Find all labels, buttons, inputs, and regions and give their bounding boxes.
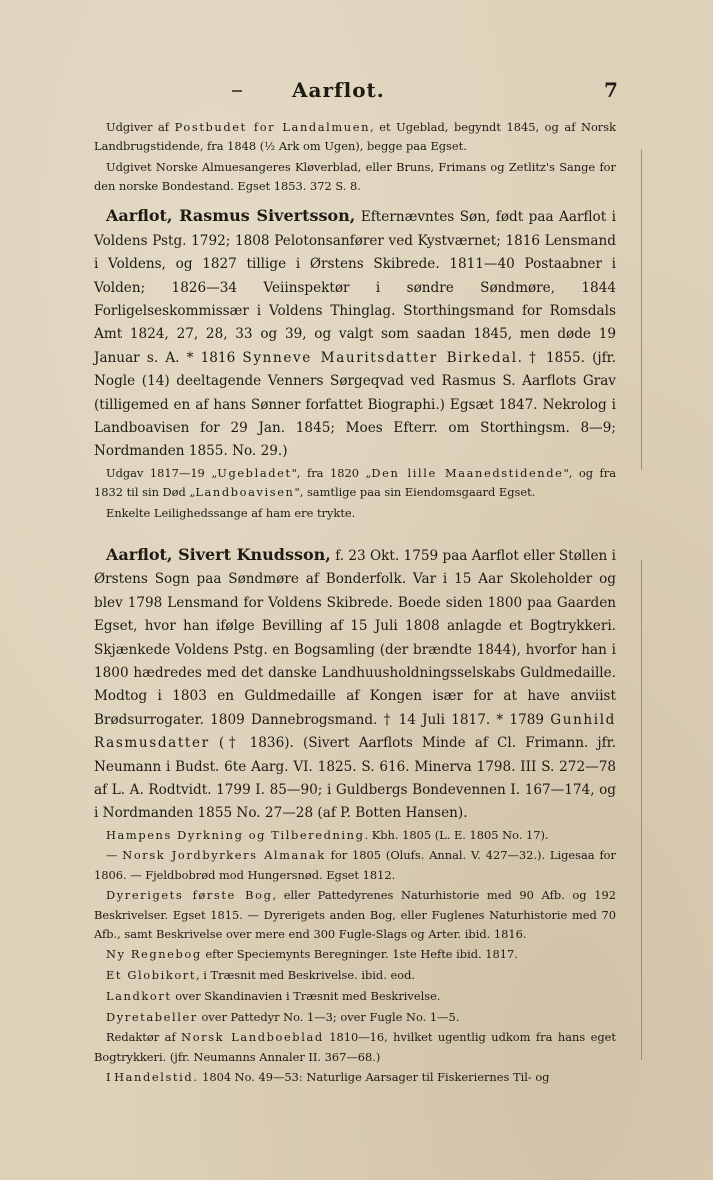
spouse-name: Synneve Mauritsdatter Birkedal [242,349,518,366]
work-item: Dyretabeller over Pattedyr No. 1—3; over Fugle No. 1—5. [106,1009,460,1024]
page-body [94,118,616,1089]
margin-rule [641,150,642,470]
work-item: Landkort over Skandinavien i Træsnit med Beskrivelse. [106,988,441,1003]
entry-text: Aarflot, Rasmus Sivertsson, Efternævntes Søn, født paa Aarflot i Voldens Pstg. 1792; 1808 Pelotonsanfører ved Kystværnet; 1816 Lensmand i Voldens, og 1827 tillige i Ørstens Skibrede. 1811—40 Postaabner i Volden; 1826—34 Veiinspektør i søndre Søndmøre, 1844 Forligelseskommissær i Voldens Thinglag. Storthingsmand for Romsdals Amt 1824, 27, 28, 33 og 39, og valgt som saadan 1845, men døde 19 Januar s. A. * 1816 Synneve Mauritsdatter Birkedal. † 1855. (jfr. Nogle (14) deeltagende Venners Sørgeqvad ved Rasmus S. Aarflots Grav (tilligemed en af hans Sønner forfattet Biographi.) Egsæt 1847. Nekrolog i Landboavisen for 29 Jan. 1845; Moes Efterr. om Storthingsm. 8—9; Nordmanden 1855. No. 29.) [94,206,617,460]
running-title: Aarflot. [292,78,385,102]
entry-text: Aarflot, Sivert Knudsson, f. 23 Okt. 1759 paa Aarflot eller Støllen i Ørstens Sogn paa Søndmøre af Bonderfolk. Var i 15 Aar Skoleholder og blev 1798 Lensmand for Voldens Skibrede. Boede siden 1800 paa Gaarden Egset, hvor han ifølge Bevilling af 15 Juli 1808 anlagde et Bogtrykkeri. Skjænkede Voldens Pstg. en Bogsamling (der brændte 1844), hvorfor han i 1800 hædredes med det danske Landhuusholdningsselskabs Guldmedaille. Modtog i 1803 en Guldmedaille af Kongen især for at have anviist Brødsurrogater. 1809 Dannebrogsmand. † 14 Juli 1817. * 1789 Gunhild Rasmusdatter († 1836). (Sivert Aarflots Minde af Cl. Frimann. jfr. Neumann i Budst. 6te Aarg. VI. 1825. S. 616. Minerva 1798. III S. 272—78 af L. A. Rodtvidt. 1799 I. 85—90; i Guldbergs Bondevennen I. 167—174, og i Nordmanden 1855 No. 27—28 (af P. Botten Hansen). [94,544,616,822]
biography-entry-rasmus [94,204,616,523]
spouse-name: Gunhild Rasmusdatter [94,711,616,752]
entry-headword: Aarflot, Rasmus Sivertsson, [106,206,356,226]
work-item: Hampens Dyrkning og Tilberedning. Kbh. 1805 (L. E. 1805 No. 17). [106,827,549,842]
publication-title: Postbudet for Landalmuen [174,120,371,134]
work-item: — Norsk Jordbyrkers Almanak for 1805 (Olufs. Annal. V. 427—32.). Ligesaa for 1806. — Fjeldbobrød mod Hungersnød. Egset 1812. [94,848,616,882]
intro-line-2: Udgivet Norske Almuesangeres Kløverblad, eller Bruns, Frimans og Zetlitz's Sange for den norske Bondestand. Egset 1853. 372 S. 8. [94,159,616,194]
work-item: I Handelstid. 1804 No. 49—53: Naturlige Aarsager til Fiskeriernes Til- og [106,1070,550,1085]
entry-headword: Aarflot, Sivert Knudsson, [106,544,331,564]
entry-note: Enkelte Leilighedssange af ham ere trykte. [106,505,356,520]
work-item: Redaktør af Norsk Landboeblad 1810—16, hvilket ugentlig udkom fra hans eget Bogtrykkeri. (jfr. Neumanns Annaler II. 367—68.) [94,1030,616,1064]
printer-mark [232,90,242,92]
intro-line-1: Udgiver af Postbudet for Landalmuen, et Ugeblad, begyndt 1845, og af Norsk Landbrugstidende, fra 1848 (½ Ark om Ugen), begge paa Egset. [94,120,616,154]
entry-note: Udgav 1817—19 „Ugebladet", fra 1820 „Den lille Maanedstidende", og fra 1832 til sin Død „Landboavisen", samtlige paa sin Eiendomsgaard Egset. [94,465,616,499]
work-item: Dyrerigets første Bog, eller Pattedyrenes Naturhistorie med 90 Afb. og 192 Beskrivelser. Egset 1815. — Dyrerigets anden Bog, eller Fuglenes Naturhistorie med 70 Afb., samt Beskrivelse over mere end 300 Fugle-Slags og Arter. ibid. 1816. [94,888,616,941]
work-item: Ny Regnebog efter Speciemynts Beregninger. 1ste Hefte ibid. 1817. [106,947,518,962]
margin-rule [641,560,642,1060]
biography-entry-sivert [94,543,616,1088]
work-item: Et Globikort, i Træsnit med Beskrivelse. ibid. eod. [106,968,415,983]
page-number: 7 [604,78,618,102]
page-header [0,78,713,108]
